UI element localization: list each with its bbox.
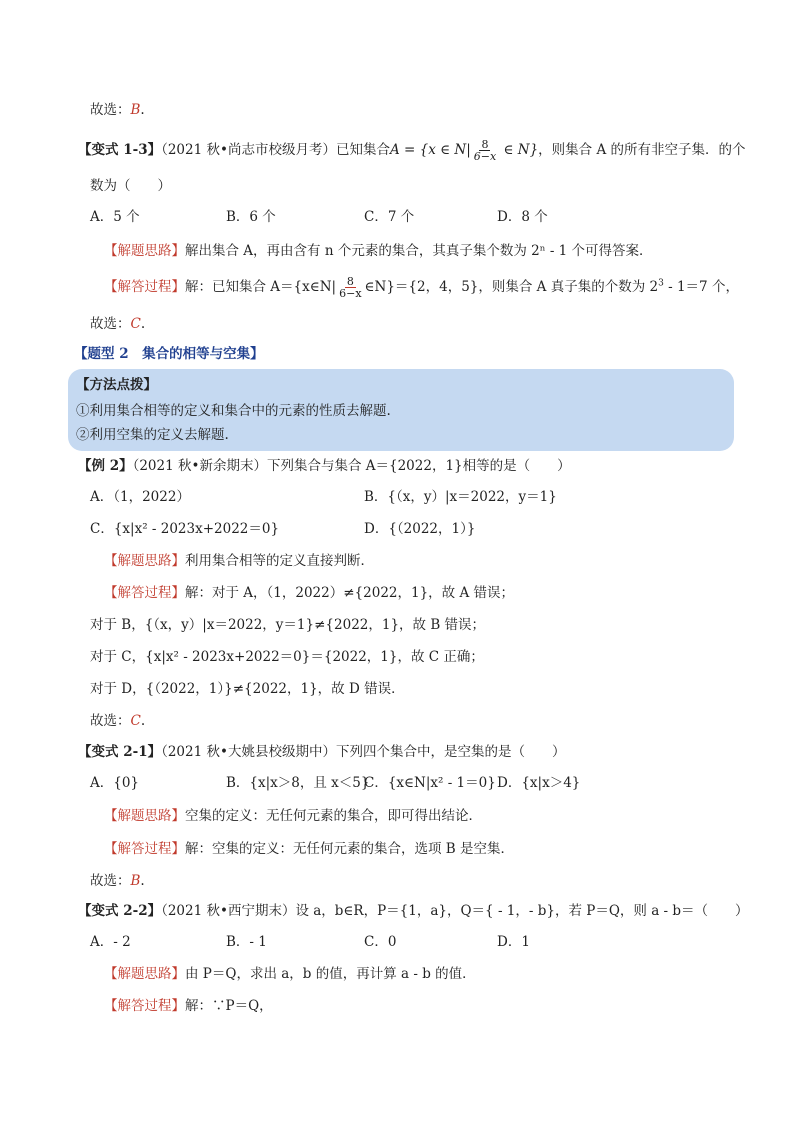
answer-line: 故选：C. (90, 316, 146, 332)
solution-idea: 【解题思路】利用集合相等的定义直接判断． (104, 553, 374, 569)
answer-line: 故选：B. (90, 102, 145, 118)
solution-line: 对于 D，{（2022，1）}≠{2022，1}，故 D 错误． (90, 681, 405, 697)
method-item: ①利用集合相等的定义和集合中的元素的性质去解题. (76, 403, 391, 419)
method-tips-box (68, 369, 734, 451)
fraction: $\frac{8}{6-x}$ (339, 275, 362, 300)
solution-idea: 【解题思路】空集的定义：无任何元素的集合，即可得出结论． (104, 808, 482, 824)
solution-idea: 【解题思路】解出集合 A，再由含有 n 个元素的集合，其真子集个数为 2ⁿ - 1 个可得答案． (104, 243, 653, 259)
answer-line: 故选：C. (90, 713, 146, 729)
variant-1-3-stem: 【变式 1-3】（2021 秋•尚志市校级月考）已知集合A = {x ∈ N| $\frac{8}{6-x}$ ∈ N}，则集合 A 的所有非空子集．的个 (78, 138, 746, 163)
option-b: B．{x|x＞8，且 x＜5} (226, 775, 370, 791)
option-d: D．{（2022，1）} (364, 521, 476, 537)
solution-line: 对于 C，{x|x² - 2023x+2022＝0}＝{2022，1}，故 C 正确； (90, 649, 484, 665)
answer-line: 故选：B. (90, 873, 145, 889)
solution-line: 对于 B，{（x，y）|x＝2022，y＝1}≠{2022，1}，故 B 错误； (90, 617, 486, 633)
solution-process: 【解答过程】解：空集的定义：无任何元素的集合，选项 B 是空集． (104, 841, 515, 857)
example-2-stem: 【例 2】（2021 秋•新余期末）下列集合与集合 A＝{2022，1}相等的是（ ） (78, 458, 571, 474)
option-c: C．{x∈N|x² - 1＝0} (364, 775, 496, 791)
option-b: B．6 个 (226, 209, 276, 225)
option-d: D．8 个 (497, 209, 548, 225)
option-c: C．{x|x² - 2023x+2022＝0} (90, 521, 280, 537)
option-a: A．（1，2022） (90, 489, 190, 505)
solution-idea: 【解题思路】由 P＝Q，求出 a，b 的值，再计算 a - b 的值． (104, 966, 476, 982)
option-d: D．1 (497, 934, 530, 950)
method-item: ②利用空集的定义去解题. (76, 427, 229, 443)
option-b: B．- 1 (226, 934, 267, 950)
option-c: C．7 个 (364, 209, 415, 225)
section-heading: 【题型 2 集合的相等与空集】 (74, 346, 264, 362)
option-a: A．- 2 (90, 934, 131, 950)
fraction: $\frac{8}{6-x}$ (473, 138, 497, 163)
option-c: C．0 (364, 934, 397, 950)
solution-process: 【解答过程】解：∵P＝Q， (104, 998, 273, 1014)
solution-process: 【解答过程】解：已知集合 A＝{x∈N| $\frac{8}{6-x}$ ∈N}＝{2，4，5}，则集合 A 真子集的个数为 $2^3 - 1=7$ 个， (104, 275, 739, 300)
variant-2-1-stem: 【变式 2-1】（2021 秋•大姚县校级期中）下列四个集合中，是空集的是（ ） (78, 744, 566, 760)
variant-2-2-stem: 【变式 2-2】（2021 秋•西宁期末）设 a，b∈R，P＝{1，a}，Q＝{ - 1，- b}，若 P＝Q，则 a - b＝（ ） (78, 903, 749, 919)
option-d: D．{x|x＞4} (497, 775, 581, 791)
option-a: A．{0} (90, 775, 140, 791)
method-title: 【方法点拨】 (76, 377, 157, 393)
solution-process: 【解答过程】解：对于 A，（1，2022）≠{2022，1}，故 A 错误； (104, 585, 515, 601)
option-a: A．5 个 (90, 209, 140, 225)
variant-1-3-stem-cont: 数为（ ） (90, 178, 171, 194)
option-b: B．{（x，y）|x＝2022，y＝1} (364, 489, 557, 505)
